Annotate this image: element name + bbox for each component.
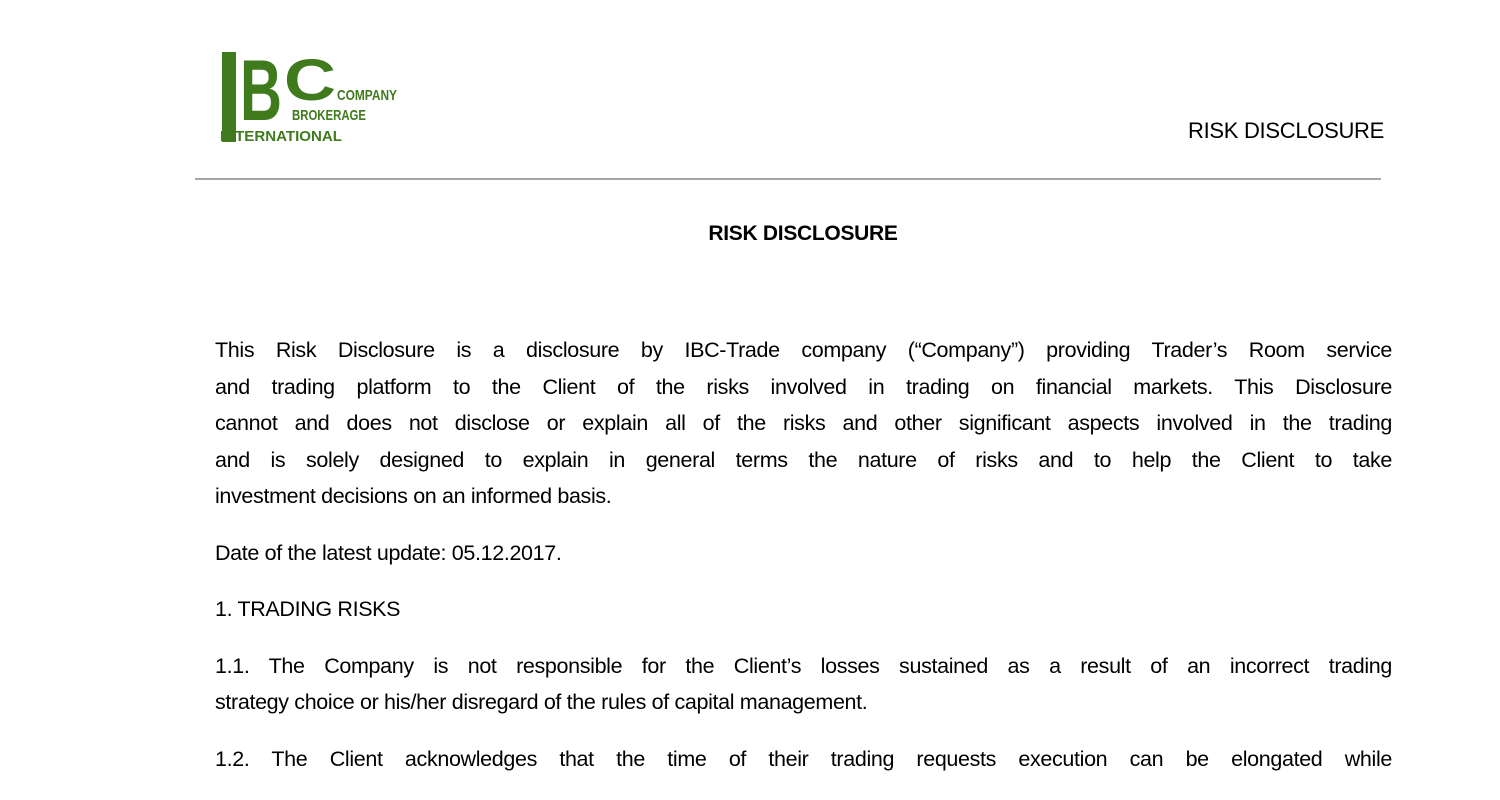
document-title: RISK DISCLOSURE	[708, 222, 898, 245]
paragraph-line: strategy choice or his/her disregard of the rules of capital management.	[215, 690, 868, 714]
paragraph-line: cannot and does not disclose or explain all of the risks and other significant aspects involved in the trading	[215, 411, 1392, 435]
company-logo	[218, 48, 408, 148]
header-title: RISK DISCLOSURE	[1188, 118, 1384, 143]
paragraph-line: 1. TRADING RISKS	[215, 597, 401, 621]
paragraph-line: 1.2. The Client acknowledges that the time of their trading requests execution can be elongated while	[215, 746, 1392, 771]
svg-text:B: B	[240, 48, 282, 139]
paragraph-line: and is solely designed to explain in general terms the nature of risks and to help the Client to take	[215, 447, 1392, 472]
paragraph-line: Date of the latest update: 05.12.2017.	[215, 540, 562, 565]
paragraph	[215, 744, 1392, 781]
logo-text-line1: COMPANY	[337, 87, 397, 104]
paragraph-line: 1.1. The Company is not responsible for the Client’s losses sustained as a result of an incorrect trading	[215, 653, 1392, 678]
ibc-logo-graphic	[218, 48, 408, 148]
header-divider	[195, 178, 1381, 180]
paragraph	[215, 538, 1392, 575]
document-body	[215, 335, 1392, 800]
paragraph-line: and trading platform to the Client of the risks involved in trading on financial markets. This Disclosure	[215, 374, 1392, 399]
logo-text-line3: INTERNATIONAL	[220, 128, 342, 145]
logo-text-line2: BROKERAGE	[292, 107, 366, 124]
paragraph-line: This Risk Disclosure is a disclosure by IBC-Trade company (“Company”) providing Trader’s Room service	[215, 338, 1392, 362]
paragraph-line: investment decisions on an informed basis.	[215, 484, 612, 508]
paragraph	[215, 594, 1392, 631]
paragraph	[215, 335, 1392, 518]
svg-text:C: C	[284, 48, 336, 113]
paragraph	[215, 651, 1392, 724]
